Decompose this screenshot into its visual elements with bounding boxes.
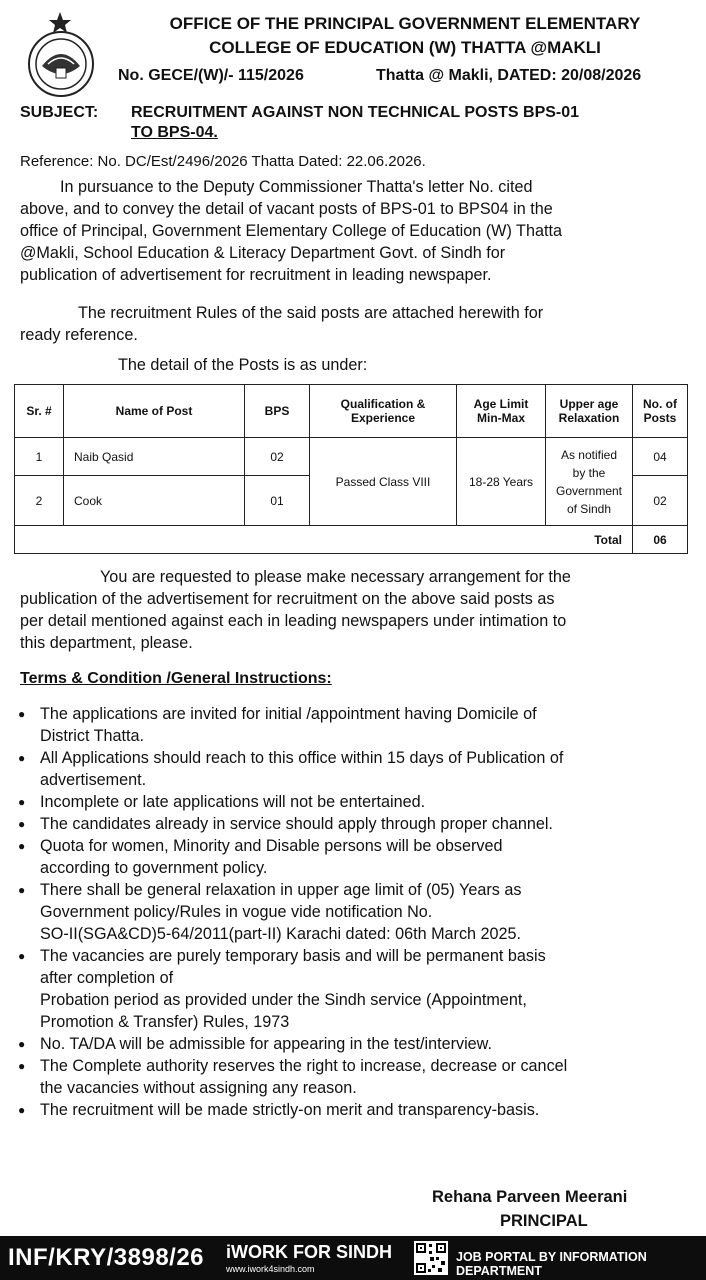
col-qualification: Qualification & Experience [310, 385, 457, 438]
list-item: ● Incomplete or late applications will not be entertained. [18, 791, 688, 813]
footer-portal: JOB PORTAL BY INFORMATION DEPARTMENT [456, 1250, 647, 1278]
list-item: ● The applications are invited for initial /appointment having Domicile of District Thatta. [18, 703, 688, 747]
office-title-line2: COLLEGE OF EDUCATION (W) THATTA @MAKLI [209, 38, 601, 57]
subject-label: SUBJECT: [20, 104, 99, 121]
col-posts: No. of Posts [633, 385, 688, 438]
table-total-row: Total 06 [15, 526, 688, 554]
terms-heading: Terms & Condition /General Instructions: [20, 670, 332, 687]
col-sr: Sr. # [15, 385, 64, 438]
paragraph-3: You are requested to please make necessary arrangement for the publication of the advertisement for recruitment on the above said posts as per detail mentioned against each in leading newspapers under intimation to this department, please. [20, 568, 571, 652]
footer-code: INF/KRY/3898/26 [8, 1244, 205, 1271]
list-item: ● The recruitment will be made strictly-on merit and transparency-basis. [18, 1099, 688, 1121]
paragraph-1: In pursuance to the Deputy Commissioner Thatta's letter No. cited above, and to convey the detail of vacant posts of BPS-01 to BPS04 in the office of Principal, Government Elementary College of Education (W) Thatta @Makli, School Education & Literacy Department Govt. of Sindh for publication of advertisement for recruitment in leading newspaper. [20, 178, 562, 284]
footer-bar [0, 1236, 706, 1280]
subject-line1: RECRUITMENT AGAINST NON TECHNICAL POSTS BPS-01 [131, 104, 580, 121]
list-item: ● The candidates already in service should apply through proper channel. [18, 813, 688, 835]
list-item: ● The Complete authority reserves the right to increase, decrease or cancel the vacancies without assigning any reason. [18, 1055, 688, 1099]
list-item: ● All Applications should reach to this office within 15 days of Publication of advertisement. [18, 747, 688, 791]
col-bps: BPS [245, 385, 310, 438]
list-item: ● Quota for women, Minority and Disable persons will be observed according to government policy. [18, 835, 688, 879]
reference-line: Reference: No. DC/Est/2496/2026 Thatta Dated: 22.06.2026. [20, 153, 426, 170]
list-item: ● The vacancies are purely temporary basis and will be permanent basis after completion of Probation period as provided under the Sindh service (Appointment, Promotion & Transfer) Rules, 1973 [18, 945, 688, 1033]
paragraph-2: The recruitment Rules of the said posts are attached herewith for ready reference. [20, 304, 544, 344]
terms-list [18, 703, 688, 1121]
place-date: Thatta @ Makli, DATED: 20/08/2026 [376, 67, 642, 84]
qr-code-icon [414, 1241, 448, 1275]
relaxation-cell: As notified by the Government of Sindh [546, 438, 633, 526]
list-item: ● No. TA/DA will be admissible for appearing in the test/interview. [18, 1033, 688, 1055]
footer-brand: iWORK FOR SINDH [226, 1242, 392, 1262]
office-title-line1: OFFICE OF THE PRINCIPAL GOVERNMENT ELEMENTARY [169, 14, 641, 33]
signature-title: PRINCIPAL [500, 1212, 588, 1230]
age-cell: 18-28 Years [457, 438, 546, 526]
posts-table [14, 384, 688, 554]
signature-name: Rehana Parveen Meerani [432, 1188, 628, 1206]
col-name: Name of Post [64, 385, 245, 438]
qualification-cell: Passed Class VIII [310, 438, 457, 526]
col-relaxation: Upper age Relaxation [546, 385, 633, 438]
list-item: ● There shall be general relaxation in upper age limit of (05) Years as Government policy/Rules in vogue vide notification No. SO-II(SGA&CD)5-64/2011(part-II) Karachi dated: 06th March 2025. [18, 879, 688, 945]
sindh-government-seal [20, 8, 102, 100]
table-row: 1 Naib Qasid 02 Passed Class VIII 18-28 Years As notified by the Government of Sindh 04 [15, 438, 688, 476]
col-age: Age Limit Min-Max [457, 385, 546, 438]
table-intro: The detail of the Posts is as under: [118, 356, 368, 374]
table-header-row [15, 385, 688, 438]
subject-line2: TO BPS-04. [131, 124, 218, 141]
table-row: 2 Cook 01 02 [15, 476, 688, 526]
footer-brand-url: www.iwork4sindh.com [226, 1264, 315, 1274]
reference-number: No. GECE/(W)/- 115/2026 [118, 67, 304, 84]
